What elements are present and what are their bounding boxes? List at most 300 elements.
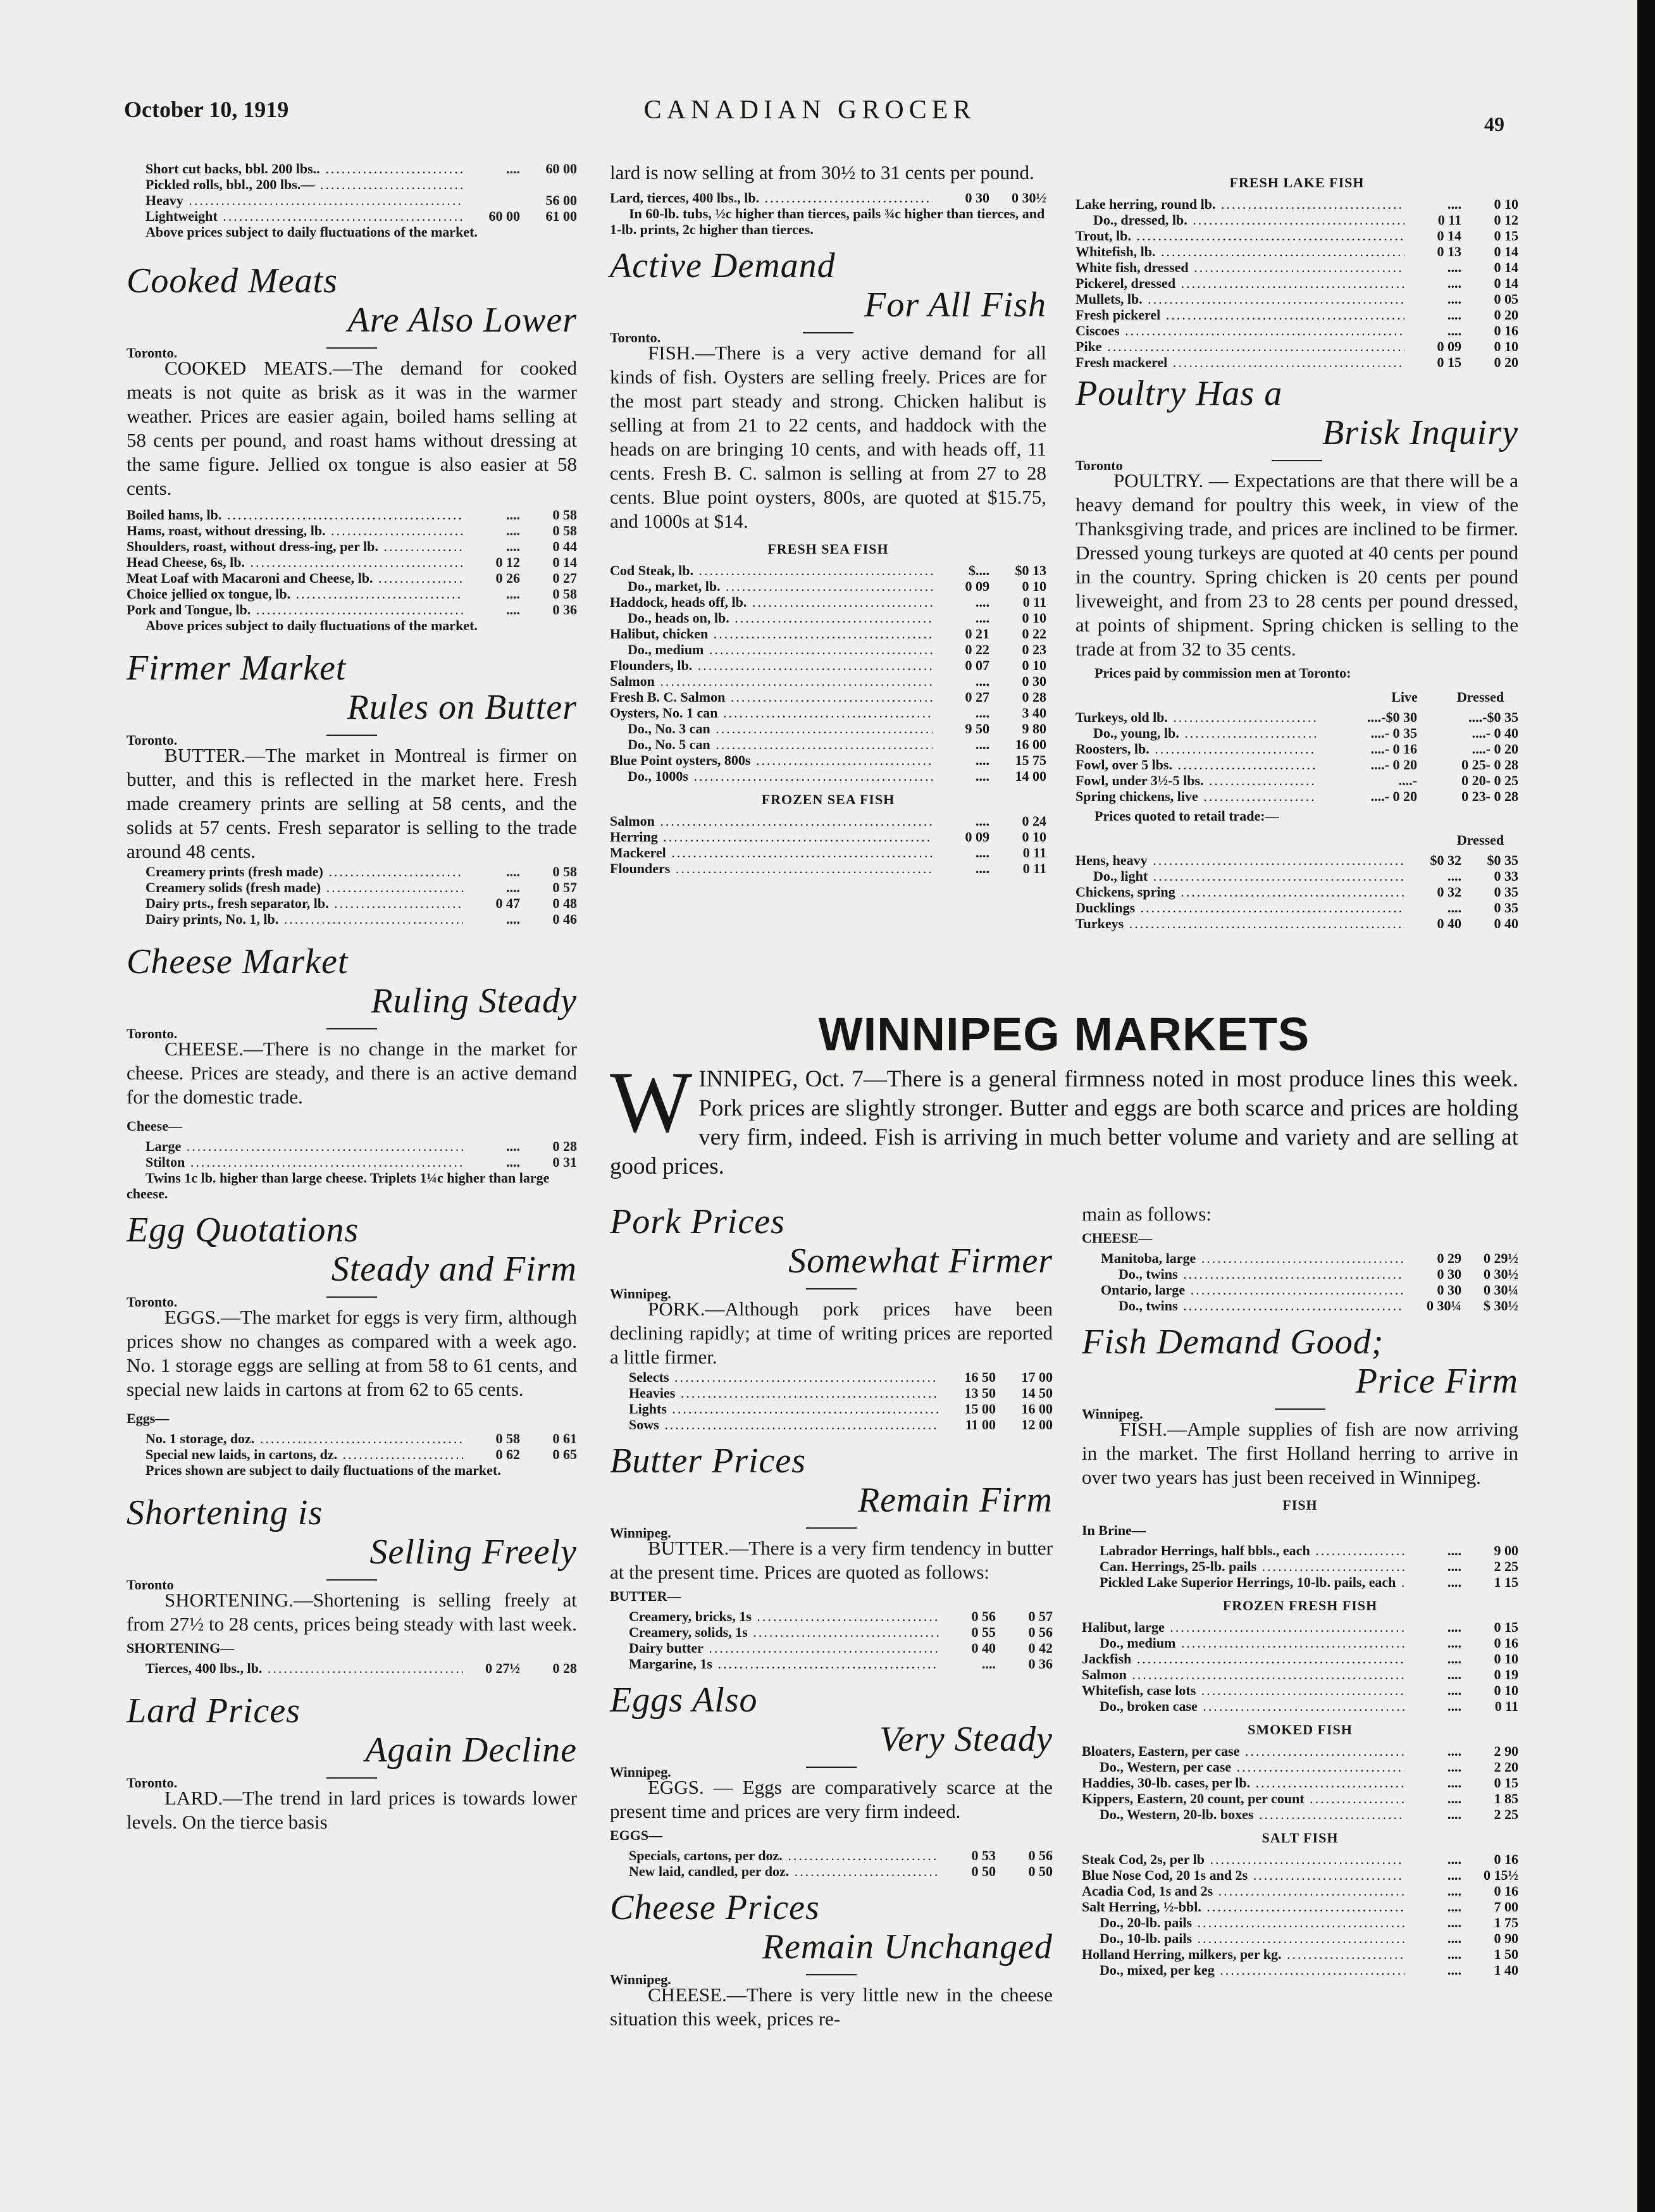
row-value-low: ....	[506, 523, 520, 538]
table-label: Prices quoted to retail trade:—	[1094, 808, 1279, 824]
table-row	[1075, 900, 1518, 916]
table-row	[1082, 1883, 1518, 1899]
section-fish-winnipeg	[1082, 1322, 1518, 1978]
table-row	[127, 538, 577, 554]
row-label: Do., No. 5 can .....	[610, 736, 933, 752]
table-row	[610, 721, 1046, 736]
dateline-city: Winnipeg.	[610, 1286, 671, 1302]
row-label: Holland Herring, milkers, per kg. .....	[1082, 1946, 1404, 1962]
article-text: lard is now selling at from 30½ to 31 cents per pound.	[610, 161, 1034, 183]
row-value-high: 0 10	[1022, 578, 1046, 594]
row-label: Pork and Tongue, lb. .....	[127, 602, 463, 618]
row-value-low: 0 11	[1437, 212, 1461, 228]
table-label: EGGS—	[610, 1827, 663, 1843]
row-value-low: ....	[976, 752, 989, 768]
row-value-high: 0 15	[1494, 1775, 1518, 1791]
row-value-high: 0 30½	[1484, 1266, 1518, 1282]
rule	[326, 735, 377, 736]
row-value-low: ....	[1447, 291, 1461, 307]
section-cheese	[127, 942, 577, 1202]
row-label: Cod Steak, lb. .....	[610, 562, 933, 578]
row-value-low: ....	[1447, 259, 1461, 275]
table-row	[629, 1608, 1053, 1624]
row-value-low: ....	[1447, 1883, 1461, 1899]
row-value-low	[463, 192, 520, 208]
row-value-high: 9 80	[1022, 721, 1046, 736]
row-value-low: $....	[969, 562, 989, 578]
row-label: Do., broken case .....	[1082, 1698, 1404, 1714]
article-text: PORK.—Although pork prices have been declining rapidly; at time of writing prices are reported a little firmer.	[610, 1298, 1053, 1368]
row-label: Boiled hams, lb. .....	[127, 507, 463, 523]
table-row	[1101, 1298, 1518, 1314]
row-label: Ontario, large .....	[1101, 1282, 1404, 1298]
article-text: BUTTER.—There is a very firm tendency in butter at the present time. Prices are quoted as follows:	[610, 1537, 1053, 1583]
row-value-high: 0 20	[1494, 354, 1518, 370]
row-value-high: 0 10	[1022, 829, 1046, 845]
column-2-upper	[610, 161, 1046, 876]
row-value-high: 14 50	[1021, 1385, 1053, 1401]
row-label: Creamery, solids, 1s .....	[629, 1624, 939, 1640]
subheadline: Somewhat Firmer	[788, 1241, 1053, 1281]
row-value-low: ....	[976, 861, 989, 876]
table-row	[146, 177, 577, 192]
table-row	[610, 626, 1046, 642]
row-value-low: ....	[1447, 1867, 1461, 1883]
table-row	[1075, 259, 1518, 275]
row-value-high: 14 00	[1015, 768, 1046, 784]
table-row	[1082, 1851, 1518, 1867]
table-row	[610, 705, 1046, 721]
row-value-low: 0 32	[1437, 884, 1461, 900]
row-value-high: 0 58	[552, 507, 577, 523]
dateline	[610, 1759, 1053, 1780]
row-value-high: 1 75	[1494, 1915, 1518, 1930]
row-value-low: ....	[1447, 1946, 1461, 1962]
table-row	[629, 1385, 1053, 1401]
row-label: Fresh B. C. Salmon .....	[610, 689, 933, 705]
table-row	[127, 586, 577, 602]
drop-cap: W	[610, 1053, 693, 1150]
row-value-low: ....	[1447, 1574, 1461, 1590]
price-table	[127, 507, 577, 618]
row-value-low: ....	[976, 768, 989, 784]
table-row	[1075, 196, 1518, 212]
row-label: Labrador Herrings, half bbls., each .....	[1082, 1543, 1404, 1558]
row-value-low: ....	[1447, 1743, 1461, 1759]
rule	[326, 1579, 377, 1581]
row-value-high: 0 35	[1494, 884, 1518, 900]
article-text: LARD.—The trend in lard prices is towards lower levels. On the tierce basis	[127, 1787, 577, 1833]
table-row	[146, 192, 577, 208]
row-label: Creamery prints (fresh made) .....	[146, 864, 463, 879]
section-eggs	[127, 1210, 577, 1478]
row-value-high: 0 40	[1494, 916, 1518, 931]
row-value-high: 0 44	[552, 538, 577, 554]
row-value-low: 0 53	[971, 1848, 996, 1863]
table-title: FROZEN SEA FISH	[761, 792, 895, 807]
row-label: Whitefish, lb. .....	[1075, 244, 1404, 259]
table-row	[1075, 339, 1518, 354]
row-value-low: 0 15	[1437, 354, 1461, 370]
dateline-city: Winnipeg.	[610, 1972, 671, 1987]
row-value-low: 0 09	[965, 829, 989, 845]
row-value-high: 0 56	[1028, 1624, 1053, 1640]
dateline	[610, 325, 1046, 345]
row-label: Acadia Cod, 1s and 2s .....	[1082, 1883, 1404, 1899]
price-table	[1075, 709, 1518, 804]
dateline-city: Toronto.	[127, 1775, 178, 1791]
row-label: Do., No. 3 can .....	[610, 721, 933, 736]
table-row	[1082, 1667, 1518, 1682]
row-value-high: 1 50	[1494, 1946, 1518, 1962]
table-row	[146, 1660, 577, 1676]
table-row	[1075, 773, 1518, 788]
price-table	[146, 1431, 577, 1462]
dateline-city: Toronto	[127, 1577, 174, 1593]
row-value-low: 60 00	[488, 208, 520, 224]
row-label: Margarine, 1s .....	[629, 1656, 939, 1672]
table-row	[1082, 1946, 1518, 1962]
row-value-high: 0 16	[1494, 323, 1518, 339]
table-row	[1082, 1698, 1518, 1714]
table-row	[1075, 291, 1518, 307]
col-header-live: Live	[1391, 689, 1418, 705]
dateline	[127, 1770, 577, 1791]
row-label: Pike .....	[1075, 339, 1404, 354]
dateline	[610, 1281, 1053, 1302]
row-label: White fish, dressed .....	[1075, 259, 1404, 275]
table-row	[146, 879, 577, 895]
table-row	[127, 570, 577, 586]
row-value-low: 9 50	[965, 721, 989, 736]
rule	[326, 347, 377, 349]
row-value-low: 0 50	[971, 1863, 996, 1879]
row-value-high: 0 28	[552, 1138, 577, 1154]
rule	[326, 1296, 377, 1298]
row-label: Choice jellied ox tongue, lb. .....	[127, 586, 463, 602]
row-value-low: ....	[976, 705, 989, 721]
subheadline: Ruling Steady	[371, 981, 577, 1021]
price-table	[1075, 852, 1518, 931]
table-label: SHORTENING—	[127, 1640, 235, 1656]
row-value-high: 12 00	[1021, 1417, 1053, 1432]
table-row	[610, 829, 1046, 845]
dateline	[610, 1520, 1053, 1541]
table-row	[1082, 1619, 1518, 1635]
dateline	[1075, 452, 1518, 473]
publication-title: CANADIAN GROCER	[643, 96, 976, 125]
row-label: Oysters, No. 1 can .....	[610, 705, 933, 721]
rule	[803, 332, 853, 333]
row-value-high: 9 00	[1494, 1543, 1518, 1558]
row-value-low: ....	[976, 673, 989, 689]
table-row	[1075, 757, 1518, 773]
table-row	[1075, 725, 1518, 741]
row-value-low: ....- 0 20	[1370, 757, 1417, 773]
row-label: Jackfish .....	[1082, 1651, 1404, 1667]
row-value-high: 0 27	[552, 570, 577, 586]
table-row	[1075, 868, 1518, 884]
col-header-dressed: Dressed	[1456, 689, 1504, 705]
table-row	[1075, 228, 1518, 244]
row-label: Dairy prts., fresh separator, lb. .....	[146, 895, 463, 911]
table-row	[146, 911, 577, 927]
row-label: Salmon .....	[1082, 1667, 1404, 1682]
page-number: 49	[1484, 113, 1504, 135]
row-value-high: 0 14	[1494, 244, 1518, 259]
row-label: Lights .....	[629, 1401, 939, 1417]
row-value-high: 0 35	[1494, 900, 1518, 916]
table-note: Twins 1c lb. higher than large cheese. Triplets 1¼c higher than large cheese.	[127, 1170, 550, 1202]
row-value-low: 0 55	[971, 1624, 996, 1640]
section-butter	[127, 649, 577, 927]
row-value-high: 16 00	[1021, 1401, 1053, 1417]
table-row	[610, 578, 1046, 594]
row-value-low: 0 13	[1437, 244, 1461, 259]
article-text: BUTTER.—The market in Montreal is firmer on butter, and this is reflected in the market here. Fresh made creamery prints are selling at 58 cents, and the solids at 57 cents. Fresh separator is selling to the trade around 48 cents.	[127, 744, 577, 862]
article-text: EGGS. — Eggs are comparatively scarce at the present time and prices are very firm indeed.	[610, 1776, 1053, 1822]
subheadline: Rules on Butter	[347, 688, 577, 727]
row-value-low: ....	[1447, 900, 1461, 916]
table-row	[1082, 1806, 1518, 1822]
article-text: COOKED MEATS.—The demand for cooked meats is not quite as brisk as it was in the warmer weather. Prices are easier again, boiled hams selling at 58 cents per pound, and roast hams without dressing at the same figure. Jellied ox tongue is also easier at 58 cents.	[127, 357, 577, 499]
row-label: Ducklings .....	[1075, 900, 1404, 916]
price-table	[1075, 196, 1518, 370]
article-text: CHEESE.—There is very little new in the cheese situation this week, prices re-	[610, 1984, 1053, 2030]
row-label: Large .....	[146, 1138, 463, 1154]
row-value-low: ....	[1447, 307, 1461, 323]
row-label: Lard, tierces, 400 lbs., lb. .....	[610, 190, 933, 206]
headline: Butter Prices	[610, 1441, 807, 1481]
row-value-low: 0 09	[1437, 339, 1461, 354]
row-value-low: ....	[506, 602, 520, 618]
row-value-high: 0 14	[1494, 275, 1518, 291]
row-label: Heavies .....	[629, 1385, 939, 1401]
price-table	[610, 562, 1046, 784]
table-row	[146, 895, 577, 911]
table-row	[1075, 354, 1518, 370]
dateline	[127, 1572, 577, 1593]
headline: Active Demand	[610, 246, 836, 285]
row-value-high: 0 36	[1028, 1656, 1053, 1672]
table-row	[1082, 1558, 1518, 1574]
row-value-high: 60 00	[545, 161, 577, 177]
row-value-low: ....-$0 30	[1367, 709, 1417, 725]
row-value-low: 11 00	[965, 1417, 996, 1432]
row-value-low: 0 40	[971, 1640, 996, 1656]
table-row	[610, 768, 1046, 784]
row-value-low: 0 07	[965, 657, 989, 673]
row-value-low: ....	[1447, 1635, 1461, 1651]
row-label: Creamery solids (fresh made) .....	[146, 879, 463, 895]
row-value-high: 0 16	[1494, 1635, 1518, 1651]
row-value-high: 2 90	[1494, 1743, 1518, 1759]
row-label: Blue Nose Cod, 20 1s and 2s .....	[1082, 1867, 1404, 1883]
winnipeg-section-header	[610, 1007, 1518, 1181]
table-title: SMOKED FISH	[1248, 1722, 1353, 1737]
table-row	[610, 813, 1046, 829]
row-value-low: ....	[1447, 1619, 1461, 1635]
row-value-high: 0 05	[1494, 291, 1518, 307]
column-headers	[1075, 828, 1518, 852]
section-eggs-winnipeg	[610, 1681, 1053, 1879]
row-value-low: ....	[1447, 1651, 1461, 1667]
row-value-low: ....	[1447, 1759, 1461, 1775]
article-text: FISH.—There is a very active demand for all kinds of fish. Oysters are selling freely. Prices are for the most part steady and strong. Chicken halibut is selling at from 21 to 22 cents, and haddock with the heads on are bringing 10 cents, and with heads off, 11 cents. Fresh B. C. salmon is selling at from 27 to 28 cents. Blue point oysters, 800s, are quoted at $15.75, and 1000s at $14.	[610, 342, 1046, 532]
table-row	[1082, 1962, 1518, 1978]
row-value-low: 0 62	[495, 1446, 520, 1462]
column-1	[127, 161, 577, 1834]
lead-text: INNIPEG, Oct. 7—There is a general firmness noted in most produce lines this week. Pork prices are slightly stronger. Butter and eggs are both scarce and prices are holding very firm, indeed. Fish is arriving in much better volume and variety and are selling at good prices.	[610, 1066, 1518, 1179]
section-cheese-winnipeg	[610, 1888, 1053, 2031]
price-table	[1082, 1619, 1518, 1714]
row-label: Do., twins .....	[1101, 1266, 1404, 1282]
table-title: FRESH SEA FISH	[767, 541, 889, 557]
rule	[1272, 460, 1322, 461]
table-row	[629, 1417, 1053, 1432]
row-label: Salmon .....	[610, 813, 933, 829]
article-text: SHORTENING.—Shortening is selling freely at from 27½ to 28 cents, prices being steady with last week.	[127, 1589, 577, 1635]
table-row	[610, 562, 1046, 578]
table-row	[146, 1446, 577, 1462]
row-label: Manitoba, large .....	[1101, 1250, 1404, 1266]
rule	[326, 1028, 377, 1029]
row-value-high: 2 25	[1494, 1558, 1518, 1574]
row-value-low: ....-	[1398, 773, 1417, 788]
row-value-low: ....	[1447, 1791, 1461, 1806]
article-text: FISH.—Ample supplies of fish are now arriving in the market. The first Holland herring to arrive in over two years has just been received in Winnipeg.	[1082, 1418, 1518, 1488]
subheadline: Again Decline	[365, 1730, 577, 1770]
row-value-high: 0 57	[552, 879, 577, 895]
row-value-high: ....- 0 20	[1472, 741, 1518, 757]
row-label: Lake herring, round lb. .....	[1075, 196, 1404, 212]
table-row	[1075, 741, 1518, 757]
dateline-city: Toronto	[1075, 457, 1123, 473]
row-value-low: 0 30	[1437, 1266, 1461, 1282]
column-headers	[1075, 685, 1518, 709]
row-value-high: 0 65	[552, 1446, 577, 1462]
row-value-high: 0 14	[552, 554, 577, 570]
subheadline: Brisk Inquiry	[1322, 413, 1518, 452]
row-label: No. 1 storage, doz. .....	[146, 1431, 463, 1446]
row-value-low: ....	[976, 845, 989, 861]
row-value-low: 0 30	[965, 190, 989, 206]
table-row	[629, 1848, 1053, 1863]
table-row	[1075, 244, 1518, 259]
table-title: FISH	[1282, 1497, 1318, 1513]
table-row	[629, 1624, 1053, 1640]
row-value-high: 0 15	[1494, 1619, 1518, 1635]
row-value-high: 2 25	[1494, 1806, 1518, 1822]
row-label: Ciscoes .....	[1075, 323, 1404, 339]
headline: Cheese Market	[127, 942, 349, 981]
row-value-high	[520, 177, 577, 192]
row-value-high: 0 23	[1022, 642, 1046, 657]
row-value-high: 0 28	[1022, 689, 1046, 705]
table-row	[610, 845, 1046, 861]
subheadline: Steady and Firm	[331, 1250, 577, 1289]
row-value-high: 0 36	[552, 602, 577, 618]
subheadline: Remain Firm	[857, 1481, 1053, 1520]
table-row	[610, 594, 1046, 610]
row-label: Creamery, bricks, 1s .....	[629, 1608, 939, 1624]
row-value-high: 0 30½	[1012, 190, 1046, 206]
subheadline: Remain Unchanged	[762, 1927, 1053, 1967]
row-value-low: ....	[1447, 1806, 1461, 1822]
row-label: Pickled rolls, bbl., 200 lbs.— .....	[146, 177, 463, 192]
row-label: Do., heads on, lb. .....	[610, 610, 933, 626]
table-row	[127, 554, 577, 570]
row-value-low: ....	[982, 1656, 996, 1672]
row-value-high: 0 58	[552, 523, 577, 538]
table-row	[610, 642, 1046, 657]
section-pork	[610, 1202, 1053, 1432]
row-value-low: ....	[1447, 1851, 1461, 1867]
rule	[1275, 1408, 1325, 1410]
row-label: Selects .....	[629, 1369, 939, 1385]
row-value-low: ....	[1447, 1930, 1461, 1946]
row-value-low: ....	[1447, 1698, 1461, 1714]
column-2-lower	[610, 1202, 1053, 2031]
row-label: Head Cheese, 6s, lb. .....	[127, 554, 463, 570]
table-row	[1075, 788, 1518, 804]
dateline-city: Toronto.	[127, 1026, 178, 1041]
table-row	[127, 602, 577, 618]
row-label: Tierces, 400 lbs., lb. .....	[146, 1660, 463, 1676]
subheadline: Very Steady	[879, 1720, 1053, 1759]
row-value-low: 0 30¼	[1427, 1298, 1461, 1314]
table-row	[146, 864, 577, 879]
table-row	[1082, 1743, 1518, 1759]
row-value-high: 0 46	[552, 911, 577, 927]
row-value-low: 0 27	[965, 689, 989, 705]
table-row	[1075, 323, 1518, 339]
table-row	[1075, 852, 1518, 868]
table-row	[610, 190, 1046, 206]
table-row	[146, 1431, 577, 1446]
row-value-low: ....	[1447, 868, 1461, 884]
row-label: Sows .....	[629, 1417, 939, 1432]
row-value-high: 0 42	[1028, 1640, 1053, 1656]
row-value-high: 0 11	[1022, 845, 1046, 861]
row-value-high: $ 30½	[1484, 1298, 1518, 1314]
row-value-high: 16 00	[1015, 736, 1046, 752]
price-table	[1082, 1743, 1518, 1822]
row-value-low: ....- 0 20	[1370, 788, 1417, 804]
row-value-high: 0 33	[1494, 868, 1518, 884]
row-label: Blue Point oysters, 800s .....	[610, 752, 933, 768]
row-value-high: 0 10	[1494, 1682, 1518, 1698]
row-value-high: 0 22	[1022, 626, 1046, 642]
dateline-city: Toronto.	[127, 732, 178, 748]
row-value-high: 0 11	[1494, 1698, 1518, 1714]
row-label: Halibut, chicken .....	[610, 626, 933, 642]
row-value-high: 0 57	[1028, 1608, 1053, 1624]
dateline	[127, 1289, 577, 1310]
row-value-high: 0 23- 0 28	[1461, 788, 1518, 804]
row-label: Flounders .....	[610, 861, 933, 876]
section-title: WINNIPEG MARKETS	[818, 1008, 1310, 1060]
row-value-low: ....	[506, 1138, 520, 1154]
row-value-high: 0 28	[552, 1660, 577, 1676]
table-note: In 60-lb. tubs, ½c higher than tierces, pails ¾c higher than tierces, and 1-lb. prints, 2c higher than tierces.	[610, 206, 1045, 237]
row-value-low: 13 50	[964, 1385, 996, 1401]
row-label: Fresh mackerel .....	[1075, 354, 1404, 370]
column-3-upper	[1075, 171, 1518, 931]
row-value-high: 0 30	[1022, 673, 1046, 689]
price-table	[1101, 1250, 1518, 1314]
rule	[806, 1527, 857, 1529]
